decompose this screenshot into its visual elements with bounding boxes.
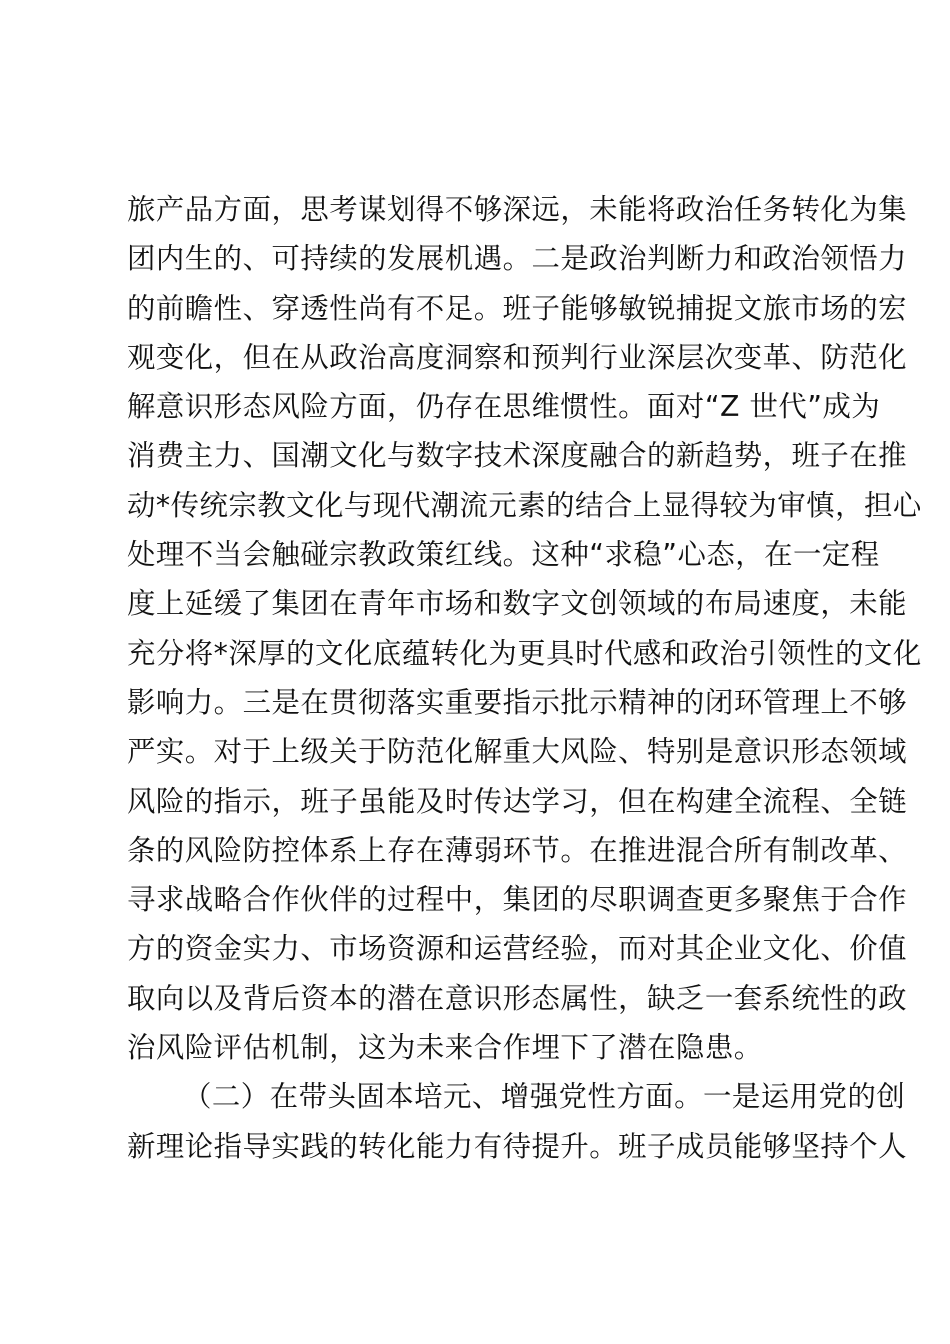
- text-line: 寻求战略合作伙伴的过程中，集团的尽职调查更多聚焦于合作: [127, 883, 908, 917]
- text-line: 观变化，但在从政治高度洞察和预判行业深层次变革、防范化: [127, 340, 908, 374]
- text-line: 消费主力、国潮文化与数字技术深度融合的新趋势，班子在推: [127, 439, 908, 473]
- paragraph-2: [127, 1072, 908, 1171]
- text-line: 动*传统宗教文化与现代潮流元素的结合上显得较为审慎，担心: [127, 488, 922, 522]
- text-line: 解意识形态风险方面，仍存在思维惯性。面对“Z 世代”成为: [127, 390, 881, 424]
- section-heading-line: （二）在带头固本培元、增强党性方面。一是运用党的创: [183, 1080, 906, 1114]
- document-body: [127, 185, 922, 1171]
- text-line: 方的资金实力、市场资源和运营经验，而对其企业文化、价值: [127, 932, 908, 966]
- text-line: 严实。对于上级关于防范化解重大风险、特别是意识形态领域: [127, 735, 908, 769]
- text-line: 影响力。三是在贯彻落实重要指示批示精神的闭环管理上不够: [127, 685, 908, 719]
- paragraph-1: [127, 185, 922, 1072]
- text-line: 取向以及背后资本的潜在意识形态属性，缺乏一套系统性的政: [127, 981, 908, 1015]
- text-line: 条的风险防控体系上存在薄弱环节。在推进混合所有制改革、: [127, 833, 908, 867]
- text-line: 治风险评估机制，这为未来合作埋下了潜在隐患。: [127, 1031, 763, 1065]
- text-line: 新理论指导实践的转化能力有待提升。班子成员能够坚持个人: [127, 1129, 908, 1163]
- text-line: 的前瞻性、穿透性尚有不足。班子能够敏锐捕捉文旅市场的宏: [127, 291, 908, 325]
- text-line: 团内生的、可持续的发展机遇。二是政治判断力和政治领悟力: [127, 242, 908, 276]
- text-line: 处理不当会触碰宗教政策红线。这种“求稳”心态，在一定程: [127, 538, 880, 572]
- text-line: 旅产品方面，思考谋划得不够深远，未能将政治任务转化为集: [127, 193, 908, 226]
- text-line: 充分将*深厚的文化底蕴转化为更具时代感和政治引领性的文化: [127, 636, 922, 670]
- text-line: 风险的指示，班子虽能及时传达学习，但在构建全流程、全链: [127, 784, 908, 818]
- text-line: 度上延缓了集团在青年市场和数字文创领域的布局速度，未能: [127, 587, 908, 621]
